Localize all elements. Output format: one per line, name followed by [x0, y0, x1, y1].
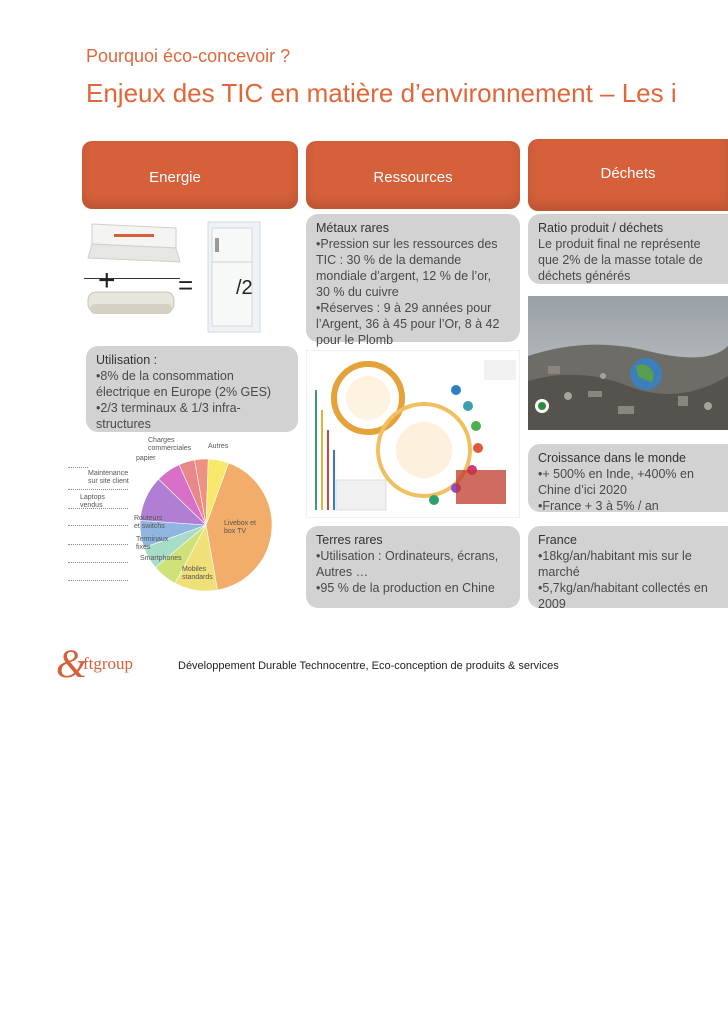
- metaux-line: l’Argent, 36 à 45 pour l’Or, 8 à 42: [316, 317, 500, 331]
- metaux-line: pour le Plomb: [316, 333, 394, 347]
- page-subtitle: Pourquoi éco-concevoir ?: [86, 46, 291, 66]
- utilisation-heading: Utilisation :: [96, 353, 158, 367]
- leader-line: [68, 489, 128, 490]
- metaux-heading: Métaux rares: [316, 221, 389, 235]
- metaux-line: 30 % du cuivre: [316, 285, 399, 299]
- croissance-line: •+ 500% en Inde, +400% en: [538, 467, 694, 481]
- leader-line: [68, 467, 88, 468]
- ftgroup-logo-mark: &: [56, 641, 88, 686]
- page-title: Enjeux des TIC en matière d’environnement – Les i: [86, 78, 677, 108]
- croissance-line: •France + 3 à 5% / an: [538, 499, 659, 513]
- france-line: 2009: [538, 597, 566, 611]
- pie-label-charges: Charges commerciales: [148, 437, 192, 452]
- pie-label-livebox: Livebox et box TV: [224, 520, 256, 535]
- header-ressources-label: Ressources: [373, 168, 453, 186]
- ftgroup-logo-text: ftgroup: [83, 654, 134, 673]
- landfill-photo: [528, 296, 728, 430]
- header-dechets-label: Déchets: [600, 164, 656, 182]
- ratio-line: déchets générés: [538, 269, 631, 283]
- utilisation-line: •8% de la consommation: [96, 369, 234, 383]
- utilisation-line: électrique en Europe (2% GES): [96, 385, 272, 399]
- pie-label-papier: papier: [136, 455, 156, 462]
- terres-heading: Terres rares: [316, 533, 383, 547]
- croissance-line: Chine d’ici 2020: [538, 483, 627, 497]
- header-energie: [82, 141, 298, 209]
- header-energie-label: Energie: [149, 168, 201, 186]
- croissance-box: [528, 444, 728, 512]
- plus-sign: +: [98, 264, 116, 297]
- croissance-heading: Croissance dans le monde: [538, 451, 686, 465]
- france-line: •18kg/an/habitant mis sur le: [538, 549, 692, 563]
- metaux-rares-box: [306, 214, 520, 347]
- utilisation-box: [86, 346, 298, 432]
- leader-line: [68, 580, 128, 581]
- leader-line: [68, 508, 128, 509]
- utilisation-line: structures: [96, 417, 151, 431]
- france-heading: France: [538, 533, 577, 547]
- pie-label-mobiles: Mobiles standards: [182, 566, 213, 581]
- ratio-line: Le produit final ne représente: [538, 237, 701, 251]
- resources-infographic: [306, 350, 520, 518]
- equals-sign: =: [178, 270, 194, 300]
- energy-equivalence-illustration: [84, 218, 298, 336]
- pie-label-autres: Autres: [208, 443, 229, 450]
- pie-label-routeurs: Routeurs et switchs: [134, 515, 165, 530]
- pie-label-laptops: Laptops vendus: [80, 494, 105, 509]
- header-dechets: [528, 139, 728, 211]
- metaux-line: •Pression sur les ressources des: [316, 237, 498, 251]
- terres-rares-box: [306, 526, 520, 608]
- france-line: •5,7kg/an/habitant collectés en: [538, 581, 708, 595]
- terres-line: •Utilisation : Ordinateurs, écrans,: [316, 549, 499, 563]
- metaux-line: •Réserves : 9 à 29 années pour: [316, 301, 492, 315]
- terres-line: •95 % de la production en Chine: [316, 581, 495, 595]
- utilisation-line: •2/3 terminaux & 1/3 infra-: [96, 401, 241, 415]
- leader-line: [68, 562, 128, 563]
- pie-label-smartphones: Smartphones: [140, 555, 182, 562]
- leader-line: [68, 544, 128, 545]
- france-box: [528, 526, 728, 611]
- ratio-half: /2: [236, 277, 253, 299]
- metaux-line: TIC : 30 % de la demande: [316, 253, 462, 267]
- pie-label-maintenance: Maintenance sur site client: [88, 470, 129, 485]
- ratio-box: [528, 214, 728, 284]
- ratio-heading: Ratio produit / déchets: [538, 221, 664, 235]
- leader-line: [68, 525, 128, 526]
- metaux-line: mondiale d’argent, 12 % de l’or,: [316, 269, 492, 283]
- pie-label-terminaux: Terminaux fixes: [136, 536, 169, 551]
- router-image: [88, 224, 180, 262]
- header-ressources: [306, 141, 520, 209]
- terres-line: Autres …: [316, 565, 369, 579]
- footer-caption: Développement Durable Technocentre, Eco-conception de produits & services: [178, 660, 559, 672]
- ratio-line: que 2% de la masse totale de: [538, 253, 703, 267]
- france-line: marché: [538, 565, 580, 579]
